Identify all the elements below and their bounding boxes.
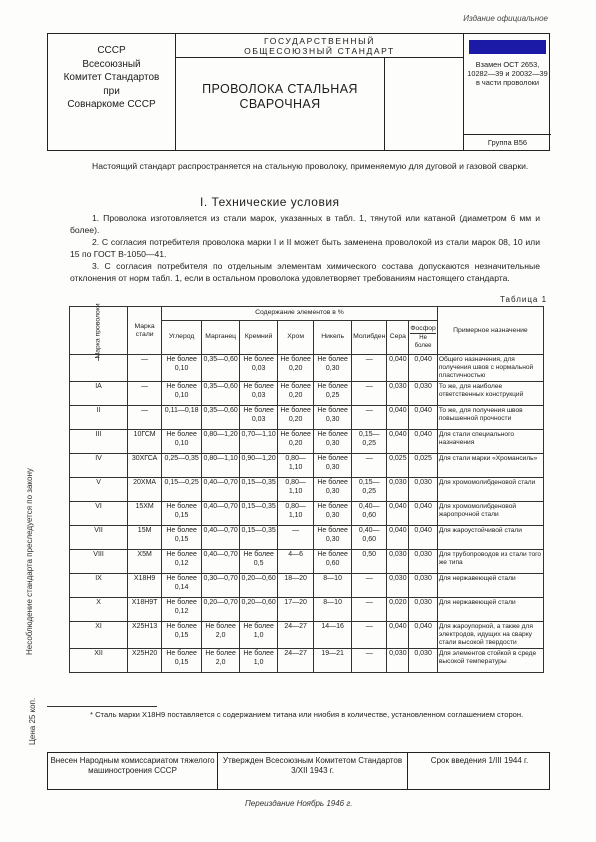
cell-mo: — (352, 574, 387, 598)
legal-note-text: Несоблюдение стандарта преследуется по закону (25, 468, 34, 655)
cell-ni: Не более 0,30 (314, 406, 352, 430)
group-code: Группа В56 (464, 134, 551, 150)
cell-si: 0,15—0,35 (240, 478, 278, 502)
cell-mo: 0,40—0,60 (352, 526, 387, 550)
cell-ni: Не более 0,25 (314, 382, 352, 406)
cell-grade: Х5М (128, 550, 162, 574)
table-caption: Таблица 1 (500, 295, 548, 304)
cell-s: 0,025 (387, 454, 409, 478)
standard-type (176, 34, 463, 58)
cell-ni: 19—21 (314, 649, 352, 673)
cell-s: 0,040 (387, 430, 409, 454)
cell-grade: 10ГСМ (128, 430, 162, 454)
document-title (176, 58, 385, 151)
introduced-by: Внесен Народным комиссариатом тяжелого машиностроения СССР (48, 753, 218, 789)
cell-mn: 0,80—1,10 (202, 454, 240, 478)
cell-si: 0,20—0,60 (240, 574, 278, 598)
sulfur-label: Сера (389, 333, 406, 341)
cell-c: Не более 0,10 (162, 430, 202, 454)
table-row (70, 550, 544, 574)
cell-c: Не более 0,14 (162, 574, 202, 598)
cell-cr: 4—6 (278, 550, 314, 574)
cell-grade: 15ХМ (128, 502, 162, 526)
cell-si: Не более 0,03 (240, 355, 278, 382)
cell-purpose: То же, для получения швов повышенной прочности (437, 406, 543, 430)
table-row (70, 598, 544, 622)
cell-grade: 30ХГСА (128, 454, 162, 478)
col-header-chromium: Хром (278, 320, 314, 354)
cell-grade: Х18Н9 (128, 574, 162, 598)
table-row (70, 430, 544, 454)
section-title: I. Технические условия (200, 195, 340, 209)
cell-mo: — (352, 622, 387, 649)
table-row (70, 574, 544, 598)
col-header-nickel: Никель (314, 320, 352, 354)
clause-3: 3. С согласия потребителя по отдельным элементам химического состава допускаются незначительные отклонения от норм табл. 1, если в остальном проволока удовлетворяет требованиям настоящего стандарта. (70, 261, 540, 283)
cell-si: Не более 1,0 (240, 622, 278, 649)
cell-c: Не более 0,15 (162, 622, 202, 649)
cell-cr: 0,80—1,10 (278, 454, 314, 478)
cell-type: VI (70, 502, 128, 526)
cell-purpose: Для стали марки «Хромансиль» (437, 454, 543, 478)
price (28, 697, 40, 757)
cell-cr: Не более 0,20 (278, 382, 314, 406)
scope-paragraph: Настоящий стандарт распространяется на стальную проволоку, применяемую для дуговой и газовой сварки. (92, 161, 529, 171)
cell-mn: 0,40—0,70 (202, 478, 240, 502)
standard-title-block (176, 34, 463, 150)
cell-ni: Не более 0,30 (314, 430, 352, 454)
cell-grade: 20ХМА (128, 478, 162, 502)
cell-ni: 14—16 (314, 622, 352, 649)
cell-si: Не более 0,5 (240, 550, 278, 574)
cell-purpose: Для стали специального назначения (437, 430, 543, 454)
standard-header (47, 33, 550, 151)
cell-purpose: Для жароупорной, а также для электродов, идущих на сварку стали высокой твердости (437, 622, 543, 649)
cell-cr: Не более 0,20 (278, 355, 314, 382)
col-header-grade: Марка стали (128, 307, 162, 355)
cell-mn: 0,40—0,70 (202, 502, 240, 526)
cell-c: 0,11—0,18 (162, 406, 202, 430)
cell-type: X (70, 598, 128, 622)
cell-c: 0,15—0,25 (162, 478, 202, 502)
cell-mo: — (352, 355, 387, 382)
cell-purpose: Общего назначения, для получения швов с нормальной пластичностью (437, 355, 543, 382)
price-text: Цена 25 коп. (28, 697, 37, 745)
cell-mo: 0,40—0,60 (352, 502, 387, 526)
phosphorus-label: Фосфор (410, 324, 436, 332)
cell-cr: 0,80—1,10 (278, 502, 314, 526)
cell-mn: 0,30—0,70 (202, 574, 240, 598)
cell-p: 0,040 (409, 622, 438, 649)
cell-mn: 0,80—1,20 (202, 430, 240, 454)
cell-cr: 24—27 (278, 649, 314, 673)
cell-mo: 0,15—0,25 (352, 478, 387, 502)
cell-c: Не более 0,12 (162, 598, 202, 622)
cell-grade: — (128, 406, 162, 430)
cell-purpose: Для трубопроводов из стали того же типа (437, 550, 543, 574)
org-line: Совнаркоме СССР (67, 99, 156, 111)
cell-ni: Не более 0,30 (314, 478, 352, 502)
col-header-silicon: Кремний (240, 320, 278, 354)
cell-mo: — (352, 598, 387, 622)
cell-mn: 0,20—0,70 (202, 598, 240, 622)
cell-si: 0,20—0,60 (240, 598, 278, 622)
cell-purpose: Для хромомолибденовой стали (437, 478, 543, 502)
composition-table (69, 302, 544, 673)
cell-mo: — (352, 382, 387, 406)
org-line: Комитет Стандартов (63, 72, 160, 84)
cell-ni: Не более 0,60 (314, 550, 352, 574)
cell-mo: 0,15—0,25 (352, 430, 387, 454)
replaces-note: Взамен ОСТ 2653, 10282—39 и 20032—39 в части проволоки (467, 60, 548, 87)
cell-grade: — (128, 382, 162, 406)
cell-s: 0,020 (387, 598, 409, 622)
cell-si: Не более 1,0 (240, 649, 278, 673)
issuing-organization (48, 34, 176, 150)
table-row (70, 502, 544, 526)
cell-grade: 15М (128, 526, 162, 550)
title-line: ПРОВОЛОКА СТАЛЬНАЯ (202, 82, 358, 96)
cell-mo: — (352, 454, 387, 478)
table-row (70, 454, 544, 478)
clause-1: 1. Проволока изготовляется из стали марок, указанных в табл. 1, тянутой или катаной (диаметром 6 мм и более). (70, 213, 540, 235)
cell-type: V (70, 478, 128, 502)
cell-mn: 0,40—0,70 (202, 550, 240, 574)
cell-mo: 0,50 (352, 550, 387, 574)
cell-p: 0,030 (409, 478, 438, 502)
cell-c: 0,25—0,35 (162, 454, 202, 478)
legal-note (25, 468, 37, 667)
clause-2: 2. С согласия потребителя проволока марки I и II может быть заменена проволокой из стали марок 08, 10 или 15 по ГОСТ В-1050—41. (70, 237, 540, 259)
cell-c: Не более 0,10 (162, 355, 202, 382)
cell-type: XII (70, 649, 128, 673)
cell-s: 0,040 (387, 622, 409, 649)
col-header-composition: Содержание элементов в % (162, 307, 438, 321)
cell-p: 0,040 (409, 502, 438, 526)
cell-mn: 0,35—0,60 (202, 406, 240, 430)
cell-si: 0,15—0,35 (240, 502, 278, 526)
cell-purpose: Для нержавеющей стали (437, 598, 543, 622)
cell-mo: — (352, 649, 387, 673)
effective-date: Срок введения 1/III 1944 г. (430, 756, 529, 765)
cell-cr: Не более 0,20 (278, 406, 314, 430)
cell-s: 0,030 (387, 478, 409, 502)
cell-s: 0,030 (387, 550, 409, 574)
cell-type: IA (70, 382, 128, 406)
cell-p: 0,030 (409, 574, 438, 598)
cell-ni: Не более 0,30 (314, 355, 352, 382)
footnote-divider (47, 706, 157, 707)
cell-type: VII (70, 526, 128, 550)
cell-p: 0,040 (409, 406, 438, 430)
cell-s: 0,040 (387, 406, 409, 430)
cell-cr: 24—27 (278, 622, 314, 649)
standard-footer (47, 752, 550, 790)
col-header-sulfur (387, 320, 409, 354)
reprint-note: Переиздание Ноябрь 1946 г. (245, 799, 353, 808)
cell-cr: 17—20 (278, 598, 314, 622)
cell-c: Не более 0,15 (162, 526, 202, 550)
max-label: Не более (410, 333, 436, 350)
cell-c: Не более 0,12 (162, 550, 202, 574)
table-row (70, 406, 544, 430)
col-header-type: Марка проволоки (70, 307, 128, 355)
standard-number-block (463, 34, 551, 150)
cell-type: II (70, 406, 128, 430)
cell-s: 0,030 (387, 649, 409, 673)
cell-p: 0,040 (409, 526, 438, 550)
cell-purpose: Для элементов стойкой в среде высокой температуры (437, 649, 543, 673)
cell-s: 0,040 (387, 355, 409, 382)
cell-mn: Не более 2,0 (202, 622, 240, 649)
cell-cr: 18—20 (278, 574, 314, 598)
title-line: СВАРОЧНАЯ (239, 97, 321, 111)
cell-p: 0,025 (409, 454, 438, 478)
footnote: * Сталь марки Х18Н9 поставляется с содержанием титана или ниобия в количестве, установленном соглашением сторон. (90, 710, 524, 719)
gost-number-redacted (469, 40, 546, 54)
cell-mn: 0,35—0,60 (202, 355, 240, 382)
cell-s: 0,040 (387, 502, 409, 526)
cell-p: 0,030 (409, 598, 438, 622)
cell-ni: Не более 0,30 (314, 454, 352, 478)
cell-ni: 8—10 (314, 598, 352, 622)
standard-type-line: ОБЩЕСОЮЗНЫЙ СТАНДАРТ (244, 46, 395, 56)
cell-mn: 0,35—0,60 (202, 382, 240, 406)
table-row (70, 382, 544, 406)
approved-by: Утвержден Всесоюзным Комитетом Стандартов 3/XII 1943 г. (218, 753, 408, 789)
col-header-carbon: Углерод (162, 320, 202, 354)
cell-mo: — (352, 406, 387, 430)
table-row (70, 355, 544, 382)
cell-p: 0,030 (409, 550, 438, 574)
cell-type: IV (70, 454, 128, 478)
cell-purpose: Для жароустойчивой стали (437, 526, 543, 550)
cell-grade: Х25Н13 (128, 622, 162, 649)
cell-si: 0,15—0,35 (240, 526, 278, 550)
cell-c: Не более 0,15 (162, 502, 202, 526)
cell-p: 0,040 (409, 355, 438, 382)
cell-c: Не более 0,15 (162, 649, 202, 673)
cell-p: 0,040 (409, 430, 438, 454)
cell-si: Не более 0,03 (240, 382, 278, 406)
cell-s: 0,030 (387, 382, 409, 406)
cell-cr: 0,80—1,10 (278, 478, 314, 502)
cell-cr: Не более 0,20 (278, 430, 314, 454)
official-edition-mark: Издание официальное (463, 14, 548, 23)
cell-p: 0,030 (409, 382, 438, 406)
cell-grade: Х18Н9Т (128, 598, 162, 622)
standard-type-line: ГОСУДАРСТВЕННЫЙ (264, 36, 375, 46)
cell-type: VIII (70, 550, 128, 574)
org-line: Всесоюзный (82, 58, 141, 70)
cell-type: I (70, 355, 128, 382)
org-line: при (103, 85, 120, 97)
cell-purpose: Для хромомолибденовой жаропрочной стали (437, 502, 543, 526)
cell-type: III (70, 430, 128, 454)
cell-grade: — (128, 355, 162, 382)
cell-si: 0,90—1,20 (240, 454, 278, 478)
cell-purpose: То же, для наиболее ответственных конструкций (437, 382, 543, 406)
cell-mn: Не более 2,0 (202, 649, 240, 673)
table-row (70, 649, 544, 673)
cell-s: 0,030 (387, 574, 409, 598)
cell-cr: — (278, 526, 314, 550)
cell-grade: Х25Н20 (128, 649, 162, 673)
cell-ni: 8—10 (314, 574, 352, 598)
table-row (70, 622, 544, 649)
cell-ni: Не более 0,30 (314, 502, 352, 526)
cell-si: 0,70—1,10 (240, 430, 278, 454)
cell-si: Не более 0,03 (240, 406, 278, 430)
cell-purpose: Для нержавеющей стали (437, 574, 543, 598)
cell-mn: 0,40—0,70 (202, 526, 240, 550)
cell-p: 0,030 (409, 649, 438, 673)
cell-ni: Не более 0,30 (314, 526, 352, 550)
org-line: СССР (97, 45, 126, 56)
col-header-manganese: Марганец (202, 320, 240, 354)
col-header-purpose: Примерное назначение (437, 307, 543, 355)
cell-s: 0,040 (387, 526, 409, 550)
table-row (70, 526, 544, 550)
col-header-phosphorus (409, 320, 438, 354)
col-header-molybdenum: Молибден (352, 320, 387, 354)
cell-type: IX (70, 574, 128, 598)
cell-type: XI (70, 622, 128, 649)
cell-c: Не более 0,10 (162, 382, 202, 406)
table-row (70, 478, 544, 502)
